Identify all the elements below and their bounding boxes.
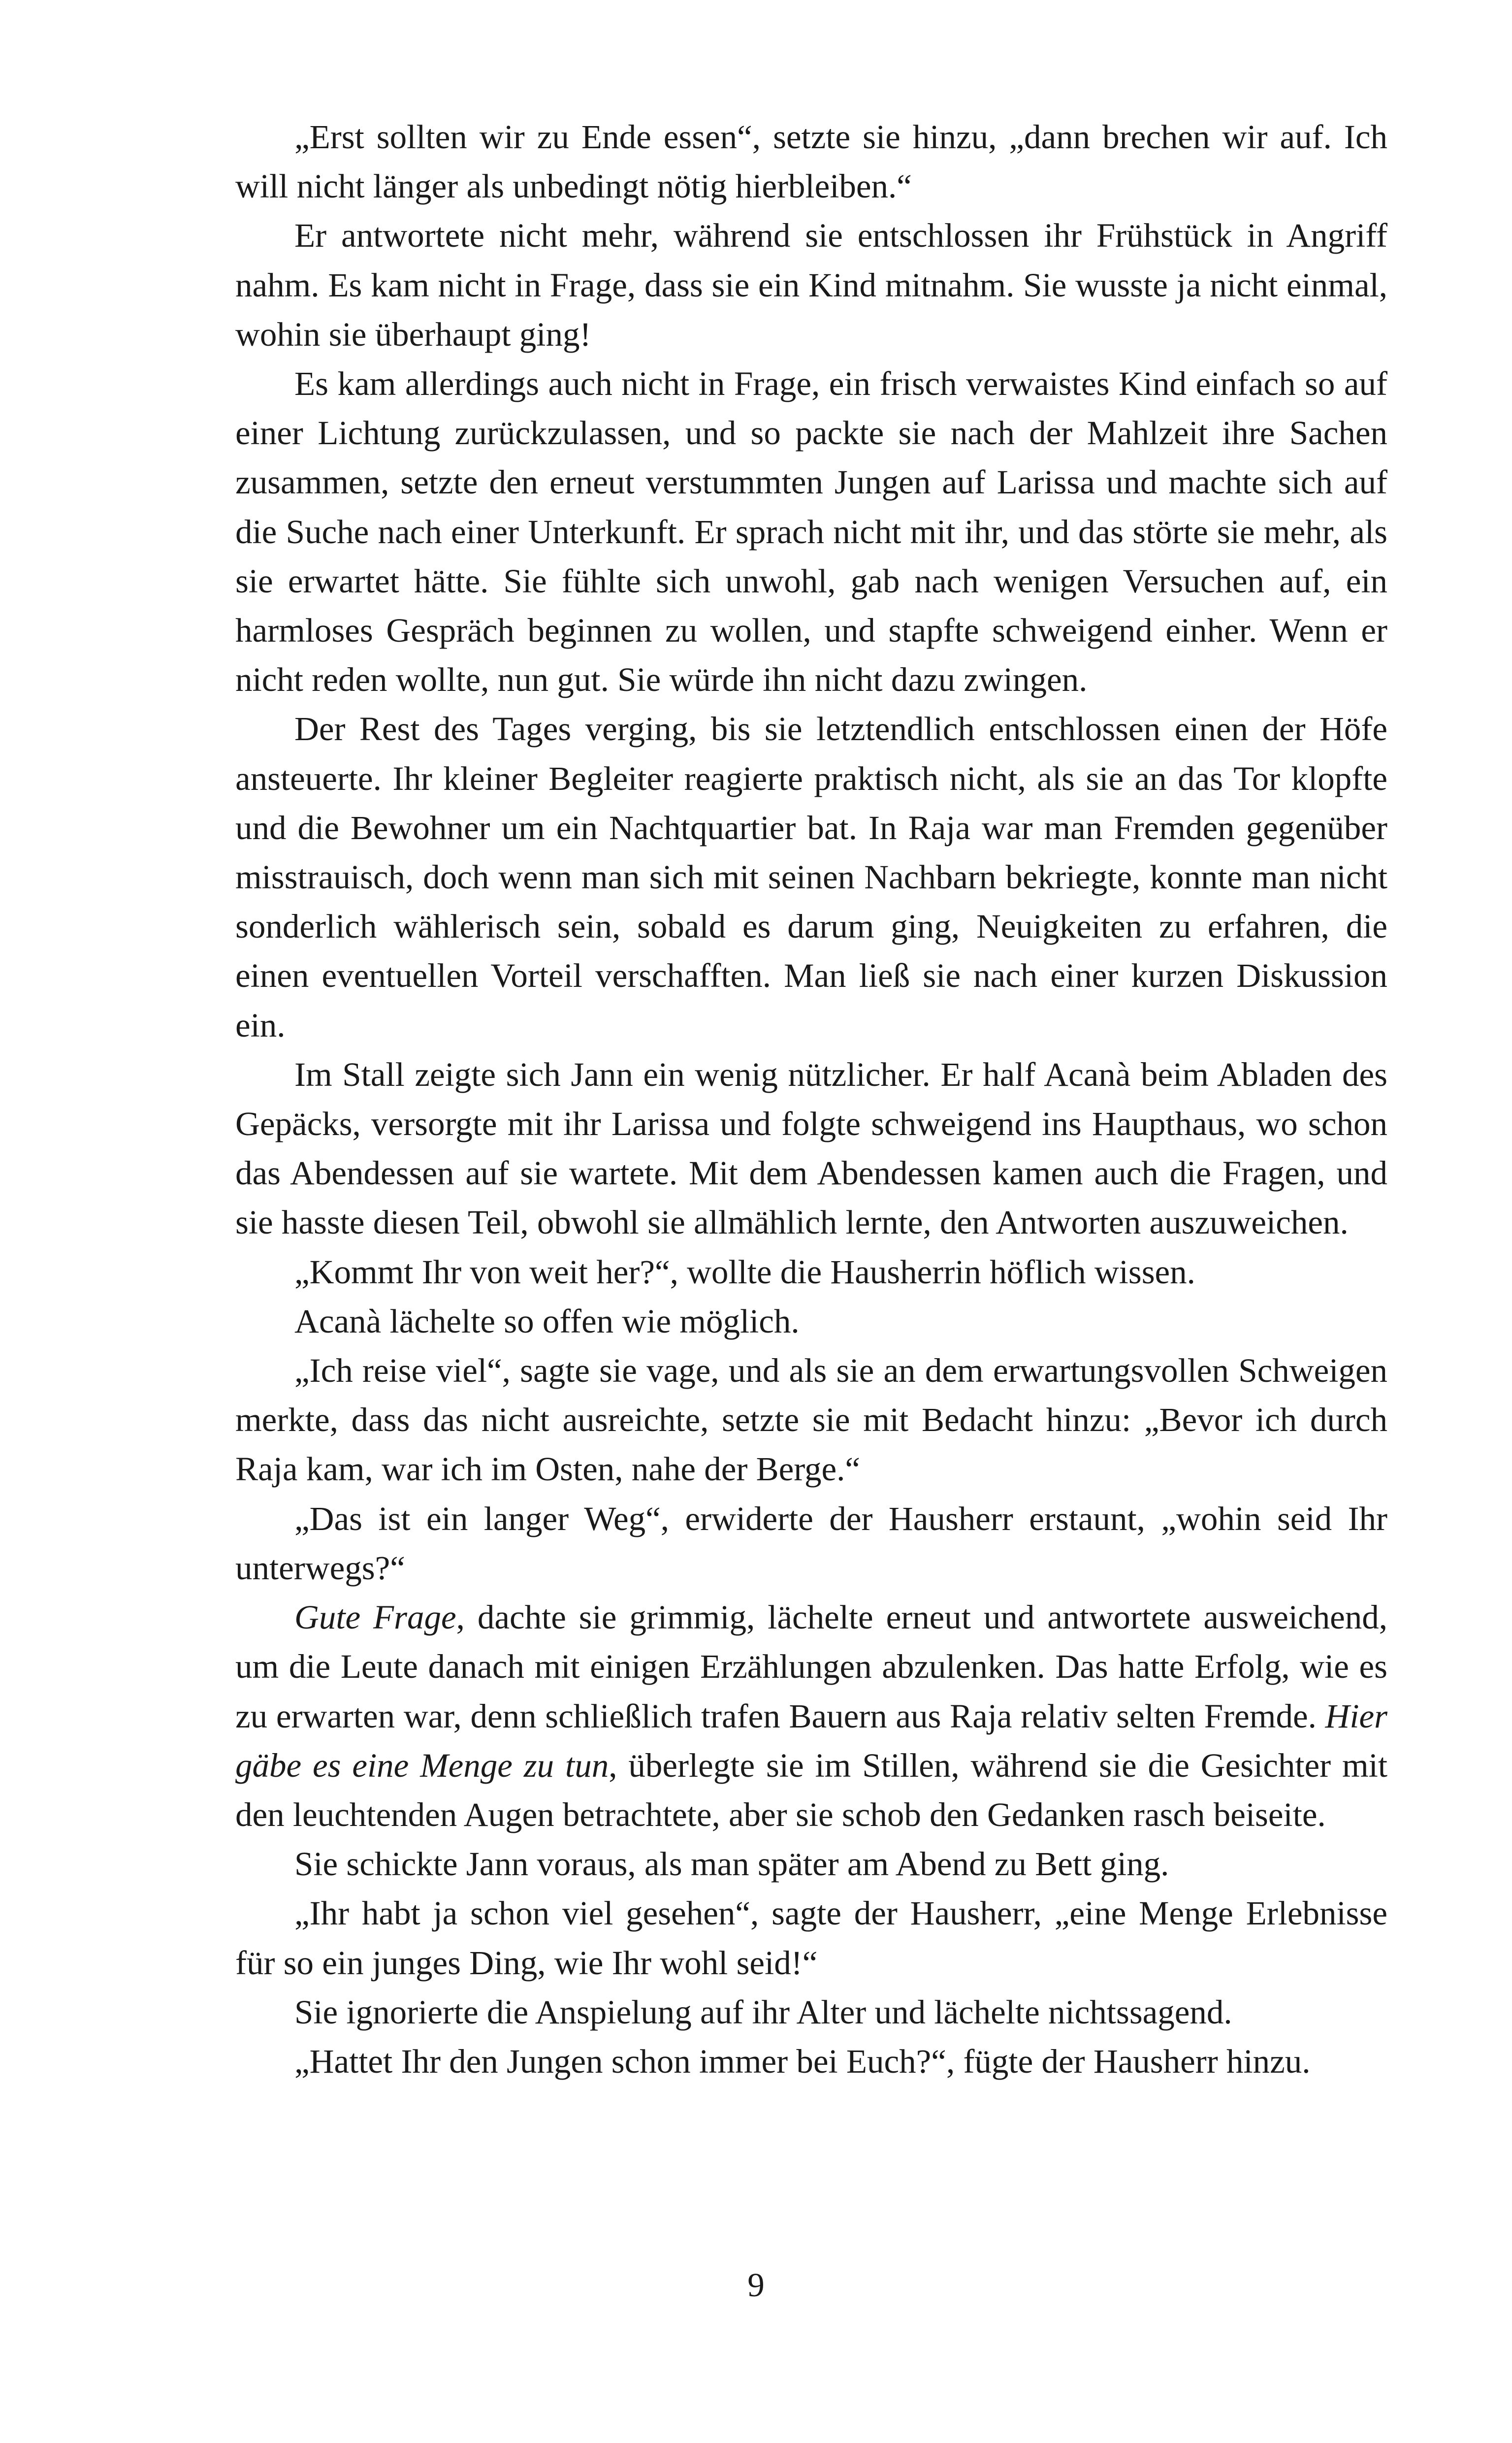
page-number: 9 (747, 2266, 765, 2304)
paragraph: Sie ignorierte die Anspielung auf ihr Alter und lächelte nichtssagend. (294, 1993, 1232, 2031)
paragraph: Gute Frage, dachte sie grimmig, lächelte erneut und antwortete ausweichend, um die Leute danach mit einigen Erzählungen abzulenken. Das hatte Erfolg, wie es zu erwarten war, denn schließlich trafen Bauern aus Raja relativ selten Fremde. Hier gäbe es eine Menge zu tun, überlegte sie im Stillen, während sie die Gesichter mit den leuchtenden Augen betrachtete, aber sie schob den Gedanken rasch beiseite. (235, 1598, 1387, 1833)
paragraph: „Hattet Ihr den Jungen schon immer bei Euch?“, fügte der Hausherr hinzu. (294, 2042, 1311, 2080)
paragraph: „Ihr habt ja schon viel gesehen“, sagte der Hausherr, „eine Menge Erlebnisse für so ein junges Ding, wie Ihr wohl seid!“ (235, 1894, 1387, 1982)
paragraph: Er antwortete nicht mehr, während sie entschlossen ihr Frühstück in Angriff nahm. Es kam nicht in Frage, dass sie ein Kind mitnahm. Sie wusste ja nicht einmal, wohin sie überhaupt ging! (235, 217, 1387, 353)
paragraph: „Das ist ein langer Weg“, erwiderte der Hausherr erstaunt, „wohin seid Ihr unterwegs?“ (235, 1499, 1387, 1587)
paragraph: Sie schickte Jann voraus, als man später am Abend zu Bett ging. (294, 1845, 1169, 1883)
paragraph: „Erst sollten wir zu Ende essen“, setzte sie hinzu, „dann brechen wir auf. Ich will nicht länger als unbedingt nötig hierbleiben.“ (235, 118, 1387, 205)
paragraph: Der Rest des Tages verging, bis sie letztendlich entschlossen einen der Höfe ansteuerte. Ihr kleiner Begleiter reagierte praktisch nicht, als sie an das Tor klopfte und die Bewohner um ein Nachtquartier bat. In Raja war man Fremden gegenüber misstrauisch, doch wenn man sich mit seinen Nachbarn bekriegte, konnte man nicht sonderlich wählerisch sein, sobald es darum ging, Neuigkeiten zu erfahren, die einen eventuellen Vorteil verschafften. Man ließ sie nach einer kurzen Diskussion ein. (235, 710, 1387, 1044)
paragraph: Es kam allerdings auch nicht in Frage, ein frisch verwaistes Kind einfach so auf einer Lichtung zurückzulassen, und so packte sie nach der Mahlzeit ihre Sachen zusammen, setzte den erneut verstummten Jungen auf Larissa und machte sich auf die Suche nach einer Unterkunft. Er sprach nicht mit ihr, und das störte sie mehr, als sie erwartet hätte. Sie fühlte sich unwohl, gab nach wenigen Versuchen auf, ein harmloses Gespräch beginnen zu wollen, und stapfte schweigend einher. Wenn er nicht reden wollte, nun gut. Sie würde ihn nicht dazu zwingen. (235, 365, 1387, 699)
paragraph: Acanà lächelte so offen wie möglich. (294, 1302, 800, 1340)
italic-thought: Gute Frage (294, 1598, 456, 1636)
paragraph: Im Stall zeigte sich Jann ein wenig nützlicher. Er half Acanà beim Abladen des Gepäcks, versorgte mit ihr Larissa und folgte schweigend ins Haupthaus, wo schon das Abendessen auf sie wartete. Mit dem Abendessen kamen auch die Fragen, und sie hasste diesen Teil, obwohl sie allmählich lernte, den Antworten auszuweichen. (235, 1055, 1387, 1241)
paragraph: „Kommt Ihr von weit her?“, wollte die Hausherrin höflich wissen. (294, 1253, 1195, 1291)
paragraph: „Ich reise viel“, sagte sie vage, und als sie an dem erwartungsvollen Schweigen merkte, dass das nicht ausreichte, setzte sie mit Bedacht hinzu: „Bevor ich durch Raja kam, war ich im Osten, nahe der Berge.“ (235, 1352, 1387, 1488)
page-body (235, 112, 1387, 2086)
italic-thought: Hier gäbe es eine Menge zu tun (235, 1697, 1387, 1784)
